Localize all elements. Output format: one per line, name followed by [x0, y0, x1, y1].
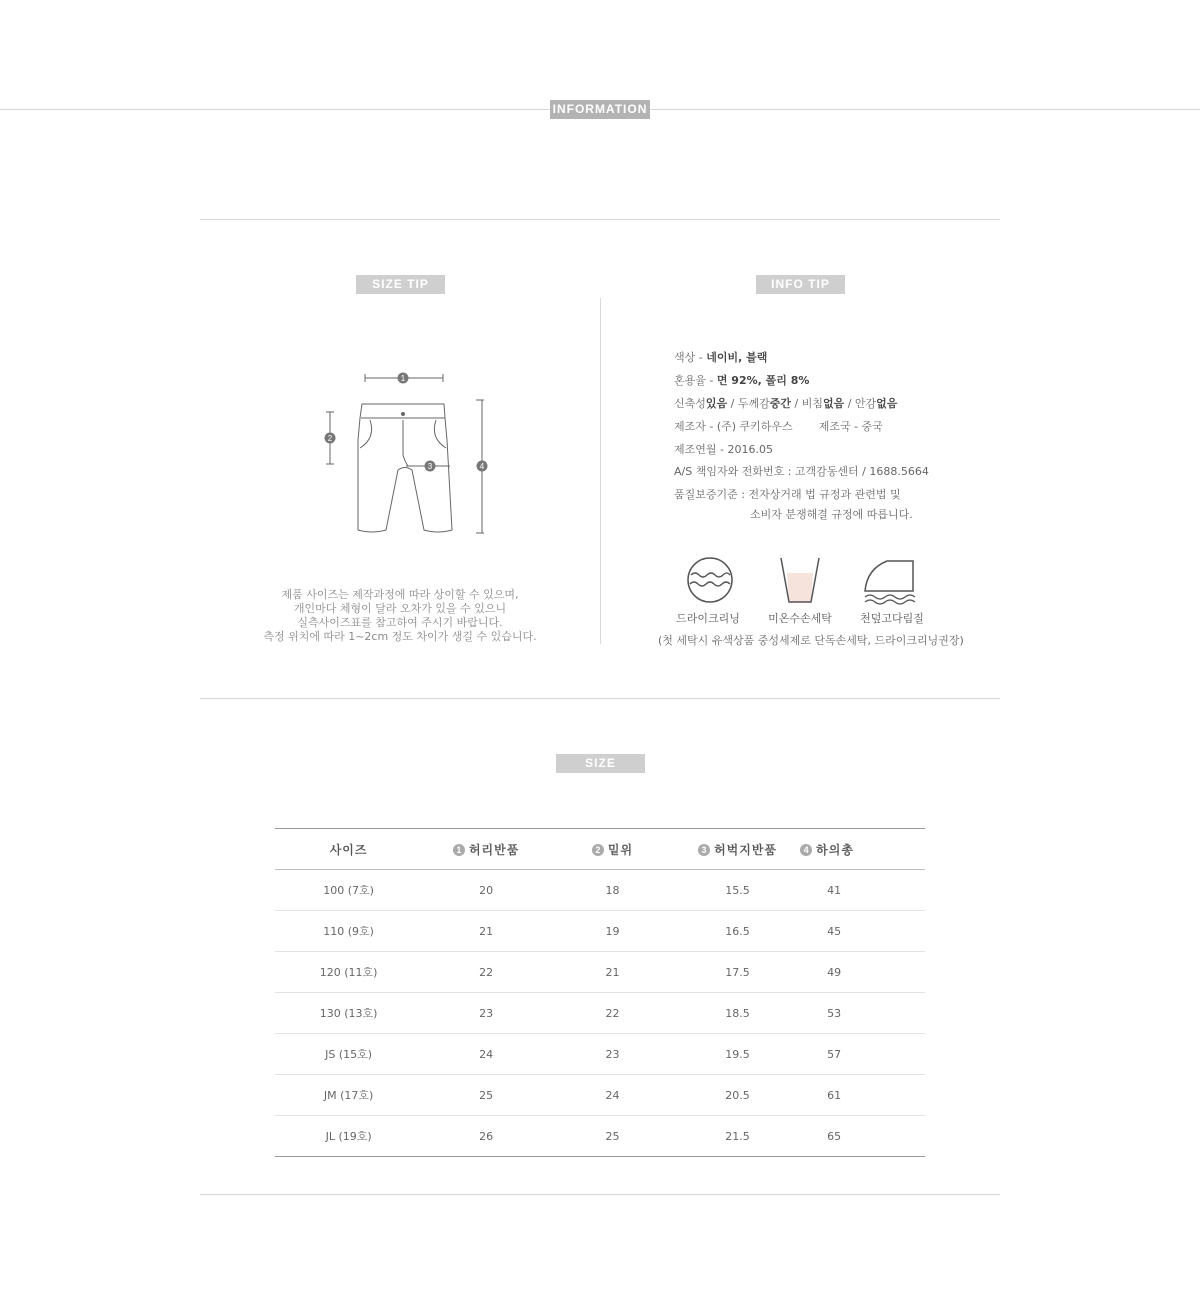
- table-row: [275, 870, 925, 911]
- size-tip-title: SIZE TIP: [356, 275, 445, 294]
- table-row: [275, 1034, 925, 1075]
- svg-text:3: 3: [427, 462, 433, 471]
- svg-text:2: 2: [327, 434, 333, 443]
- header-length: 4 하의총: [800, 829, 925, 870]
- cell-waist: 22: [422, 952, 550, 993]
- cell-waist: 23: [422, 993, 550, 1034]
- pants-measurement-diagram: [315, 365, 495, 545]
- cell-thigh: 15.5: [675, 870, 800, 911]
- svg-text:1: 1: [400, 374, 406, 383]
- cell-thigh: 19.5: [675, 1034, 800, 1075]
- cell-length: 45: [800, 911, 925, 952]
- header-rise: 2 밑위: [550, 829, 675, 870]
- cell-waist: 20: [422, 870, 550, 911]
- cell-size: 130 (13호): [275, 993, 422, 1034]
- cell-rise: 21: [550, 952, 675, 993]
- cell-length: 57: [800, 1034, 925, 1075]
- size-note-1: 제품 사이즈는 제작과정에 따라 상이할 수 있으며,: [281, 588, 519, 601]
- size-note-2: 개인마다 체형이 달라 오차가 있을 수 있으니: [293, 602, 507, 615]
- header-thigh: 3 허벅지반품: [675, 829, 800, 870]
- size-note-3: 실측사이즈표를 참고하여 주시기 바랍니다.: [297, 616, 503, 629]
- cell-waist: 24: [422, 1034, 550, 1075]
- cell-rise: 25: [550, 1116, 675, 1157]
- marker-2: [325, 433, 336, 444]
- cell-rise: 19: [550, 911, 675, 952]
- cell-thigh: 20.5: [675, 1075, 800, 1116]
- cell-size: JS (15호): [275, 1034, 422, 1075]
- section-divider-2: [200, 698, 1000, 699]
- header-size: 사이즈: [275, 829, 422, 870]
- cell-size: 110 (9호): [275, 911, 422, 952]
- cell-size: JL (19호): [275, 1116, 422, 1157]
- svg-text:4: 4: [479, 462, 485, 471]
- cell-rise: 22: [550, 993, 675, 1034]
- cell-length: 53: [800, 993, 925, 1034]
- fabric-line: 혼용율 - 면 92%, 폴리 8%: [674, 374, 810, 387]
- size-note-4: 측정 위치에 따라 1~2cm 정도 차이가 생길 수 있습니다.: [263, 630, 537, 643]
- cell-waist: 21: [422, 911, 550, 952]
- pants-outline: [358, 404, 452, 532]
- table-row: [275, 1116, 925, 1157]
- table-row: [275, 1075, 925, 1116]
- section-divider-1: [200, 219, 1000, 220]
- cell-thigh: 17.5: [675, 952, 800, 993]
- iron-with-cloth-icon: [861, 555, 917, 605]
- cell-size: 120 (11호): [275, 952, 422, 993]
- info-tip-title: INFO TIP: [756, 275, 845, 294]
- cell-size: 100 (7호): [275, 870, 422, 911]
- table-row: [275, 993, 925, 1034]
- marker-1: [398, 373, 409, 384]
- size-title: SIZE: [556, 754, 645, 773]
- cell-thigh: 18.5: [675, 993, 800, 1034]
- size-table-header: [275, 829, 925, 870]
- care-note: (첫 세탁시 유색상품 중성세제로 단독손세탁, 드라이크리닝권장): [658, 634, 964, 647]
- column-divider: [600, 298, 601, 644]
- information-title: INFORMATION: [550, 100, 650, 119]
- marker-3: [425, 461, 436, 472]
- cell-thigh: 21.5: [675, 1116, 800, 1157]
- date-line: 제조연월 - 2016.05: [674, 443, 773, 456]
- care-label-handwash: 미온수손세탁: [768, 612, 832, 625]
- marker-4: [477, 461, 488, 472]
- warranty-line-2: 소비자 분쟁해결 규정에 따릅니다.: [750, 508, 913, 521]
- color-line: 색상 - 네이비, 블랙: [674, 351, 768, 364]
- as-line: A/S 책임자와 전화번호 : 고객감동센터 / 1688.5664: [674, 465, 929, 478]
- care-label-dry-clean: 드라이크리닝: [676, 612, 740, 625]
- country: 제조국 - 중국: [818, 420, 883, 433]
- cell-waist: 25: [422, 1075, 550, 1116]
- cell-rise: 23: [550, 1034, 675, 1075]
- header-waist: 1 허리반품: [422, 829, 550, 870]
- properties-line: 신축성있음 / 두께감중간 / 비침없음 / 안감없음: [674, 397, 898, 410]
- cell-waist: 26: [422, 1116, 550, 1157]
- cell-rise: 18: [550, 870, 675, 911]
- warranty-line-1: 품질보증기준 : 전자상거래 법 규정과 관련법 및: [674, 488, 901, 501]
- dry-clean-icon: [685, 555, 735, 605]
- cell-length: 49: [800, 952, 925, 993]
- cell-length: 65: [800, 1116, 925, 1157]
- cell-length: 61: [800, 1075, 925, 1116]
- bottom-divider: [200, 1194, 1000, 1195]
- cell-length: 41: [800, 870, 925, 911]
- table-row: [275, 911, 925, 952]
- care-label-iron: 천덮고다림질: [860, 612, 924, 625]
- maker-line: 제조자 - (주) 쿠키하우스 제조국 - 중국: [674, 420, 883, 433]
- table-row: [275, 952, 925, 993]
- size-table: [275, 828, 925, 1157]
- cell-size: JM (17호): [275, 1075, 422, 1116]
- cell-thigh: 16.5: [675, 911, 800, 952]
- lukewarm-handwash-icon: [778, 555, 822, 605]
- cell-rise: 24: [550, 1075, 675, 1116]
